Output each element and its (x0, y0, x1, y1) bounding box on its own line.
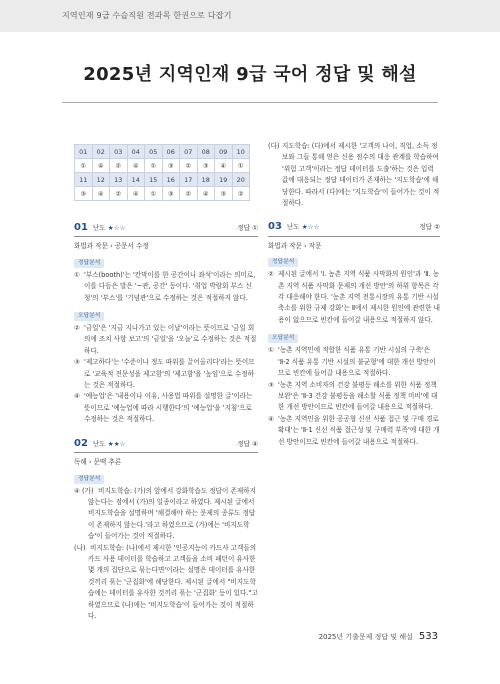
answer-cell: ③ (197, 159, 215, 173)
answer-cell: ③ (162, 159, 180, 173)
question-number: 15 (145, 173, 163, 187)
question-number: 11 (75, 173, 93, 187)
question-number: 08 (197, 145, 215, 159)
item-marker: ③ (74, 358, 80, 367)
answer-cell: ① (232, 159, 250, 173)
difficulty-label: 난도 (92, 224, 106, 232)
answer-cell: ③ (75, 187, 93, 201)
correct-analysis-badge: 정답분석 (74, 259, 104, 268)
item-text: 비지도학습: (가)의 앞에서 강화학습도 정답이 존재하지 않는다는 점에서 (가)의 일종이라고 하였다. 제시된 글에서 비지도학습을 설명하며 '해결해야 하는 문제의 종류도 정답이 존재하지 않는다.'라고 하였으므로 (가)에는 '비지도학습'이 들어가는 것이 적절하다. (88, 486, 256, 541)
answer-cell: ② (180, 187, 198, 201)
question-category: 화법과 작문 › 작문 (268, 241, 322, 250)
page-number: 533 (418, 631, 438, 642)
explanation-item (74, 543, 258, 623)
item-text: '예능업'은 '내용이나 이유, 사용법 따위를 설명한 글'이라는 뜻이므로 '예능업에 따라 시행한다'의 '예능업'을 '지침'으로 수정하는 것은 적절하다. (84, 392, 253, 424)
page-footer (0, 631, 438, 642)
question-number: 09 (215, 145, 233, 159)
item-marker: ④ (268, 414, 274, 423)
answer-label: 정답 ④ (237, 439, 258, 448)
answer-cell: ③ (215, 187, 233, 201)
explanation-item (268, 269, 440, 326)
answer-cell: ④ (197, 187, 215, 201)
question-01-header (74, 222, 258, 237)
item-text: '금일'은 '지금 지나가고 있는 이날'이라는 뜻이므로 '금일 회의에 조치 사항 보고'의 '금일'을 '오늘'로 수정하는 것은 적절하다. (84, 324, 257, 355)
answer-cell: ① (145, 187, 163, 201)
question-number: 05 (145, 145, 163, 159)
difficulty (93, 439, 126, 450)
answer-cell: ③ (162, 187, 180, 201)
answer-table-number-row (75, 173, 250, 187)
item-marker: (다) (268, 142, 280, 150)
question-number: 02 (92, 145, 110, 159)
item-text: '부스(booth)'는 '칸막이를 한 공간이나 좌석'이라는 의미로, 이를 다듬은 말은 '~관, 공간' 등이다. '취업 박람회 부스 신청'의 '부스'를 '기념관'으로 수정하는 것은 적절하지 않다. (84, 270, 256, 302)
difficulty (93, 223, 126, 234)
answer-cell: ④ (92, 159, 110, 173)
answer-cell: ④ (127, 159, 145, 173)
question-number: 03 (110, 145, 128, 159)
explanation-item (268, 345, 440, 379)
answer-cell: ② (232, 187, 250, 201)
question-number: 20 (232, 173, 250, 187)
answer-cell: ④ (92, 187, 110, 201)
answer-table-answer-row (75, 187, 250, 201)
running-header: 지역인재 9급 수습직원 전과목 한권으로 다잡기 (62, 11, 232, 20)
item-text: '제고하다'는 '수준이나 정도 따위를 끌어올리다'라는 뜻이므로 '교육적 전문성을 제고함'의 '제고함'을 '높임'으로 수정하는 것은 적절하다. (84, 358, 255, 390)
answer-cell: ② (110, 159, 128, 173)
item-text: 제시된 글에서 'Ⅰ. 농촌 지역 식품 사막화의 원인'과 'Ⅱ. 농촌 지역 식품 사막화 문제의 개선 방안'의 하위 항목은 각각 대응해야 한다. '농촌 지역 전통시장의 유통 기반 시설 축소를 위한 규제 강화'는 Ⅱ에서 제시한 원인에 관련한 내용이 없으므로 빈칸에 들어갈 내용으로 적절하지 않다. (278, 270, 440, 324)
item-marker: ② (268, 270, 274, 279)
explanation-item (74, 270, 258, 304)
question-number: 16 (162, 173, 180, 187)
answer-cell: ② (110, 187, 128, 201)
difficulty (287, 222, 320, 233)
correct-analysis-badge: 정답분석 (74, 475, 104, 484)
difficulty-stars: ★☆☆ (107, 224, 126, 232)
answer-label: 정답 ② (419, 223, 440, 232)
explanation-item (74, 391, 258, 425)
question-number: 03 (268, 221, 282, 233)
item-marker: ④ (가) (74, 486, 94, 495)
question-number: 06 (162, 145, 180, 159)
question-category: 화법과 작문 › 공문서 수정 (74, 242, 149, 251)
explanation-item (268, 414, 440, 448)
question-number: 13 (110, 173, 128, 187)
question-number: 02 (74, 437, 88, 449)
running-header-bar (0, 0, 500, 32)
question-number: 04 (127, 145, 145, 159)
item-marker: (나) (74, 543, 86, 552)
title-divider (62, 102, 438, 103)
difficulty-label: 난도 (92, 439, 106, 448)
answer-table-number-row (75, 145, 250, 159)
question-number: 19 (215, 173, 233, 187)
explanation-item (74, 323, 258, 357)
explanation-item (268, 380, 440, 414)
question-02-header (74, 438, 258, 453)
answer-cell: ④ (127, 187, 145, 201)
explanation-item (268, 141, 440, 209)
item-marker: ② (74, 324, 80, 333)
item-text: '농촌 지역 소비자의 건강 불평등 해소를 위한 식품 정책 보완'은 'Ⅱ-3 건강 불평등을 해소할 식품 정책 미비'에 대한 개선 방안이므로 빈칸에 들어갈 내용으로 적절하다. (278, 380, 438, 412)
question-number: 01 (75, 145, 93, 159)
item-marker: ④ (74, 392, 80, 401)
item-marker: ① (268, 346, 274, 355)
answer-cell: ① (145, 159, 163, 173)
item-text: '농촌 지역민에 적합한 식품 유통 기반 시설의 구축'은 'Ⅱ-2 식품 유통 기반 시설의 불균형'에 대한 개선 방안이므로 빈칸에 들어갈 내용으로 적절하다. (278, 346, 436, 378)
footer-text: 2025년 기출문제 정답 및 해설 (318, 633, 413, 641)
item-text: 비지도학습: (나)에서 제시한 '인공지능이 카드사 고객들의 카드 사용 데이터를 학습하고 고객들을 소비 패턴이 유사한 몇 개의 집단으로 묶는다면'이라는 설명은 데이터를 유사한 것끼리 묶는 '군집화'에 해당한다. 제시된 글에서 "비지도학습에는 데이터를 유사한 것끼리 묶는 '군집화' 등이 있다."고 하였으므로 (나)에는 '비지도학습'이 들어가는 것이 적절하다. (88, 543, 258, 620)
page-title: 2025년 지역인재 9급 국어 정답 및 해설 (83, 64, 417, 85)
question-number: 10 (232, 145, 250, 159)
item-text: '농촌 지역민을 위한 공공형 신선 식품 접근 및 구매 경로 확대'는 'Ⅱ-1 신선 식품 접근성 및 구매력 부족'에 대한 개선 방안이므로 빈칸에 들어갈 내용으로 적절하다. (278, 414, 440, 446)
question-03-header (268, 221, 440, 236)
answer-cell: ④ (215, 159, 233, 173)
explanation-item (74, 486, 258, 543)
question-number: 17 (180, 173, 198, 187)
answer-table (74, 144, 250, 201)
item-marker: ③ (268, 380, 274, 389)
left-column (74, 222, 258, 622)
answer-label: 정답 ① (237, 224, 258, 232)
answer-cell: ① (75, 159, 93, 173)
question-number: 07 (180, 145, 198, 159)
item-text: 지도학습: (다)에서 제시한 '고객의 나이, 직업, 소득 정보와 그들 통해 얻은 신용 점수의 대응 관계를 학습하여 '위험 고객'이라는 정답 데이터를 도출'하는 것은 입력값에 대응되는 정답 데이터가 존재하는 '지도학습'에 해당한다. 따라서 (다)에는 '지도학습'이 들어가는 것이 적절하다. (282, 142, 440, 208)
question-number: 01 (74, 222, 88, 233)
question-number: 18 (197, 173, 215, 187)
question-number: 12 (92, 173, 110, 187)
wrong-analysis-badge: 오답분석 (74, 312, 104, 321)
correct-analysis-badge: 정답분석 (268, 258, 298, 267)
item-marker: ① (74, 270, 80, 279)
question-number: 14 (127, 173, 145, 187)
wrong-analysis-badge: 오답분석 (268, 334, 298, 343)
right-column (268, 141, 440, 448)
difficulty-stars: ★☆☆ (301, 223, 320, 232)
difficulty-label: 난도 (286, 223, 300, 232)
question-category: 독해 › 문맥 추론 (74, 458, 122, 467)
answer-table-answer-row (75, 159, 250, 173)
explanation-item (74, 357, 258, 391)
difficulty-stars: ★★☆ (107, 439, 126, 448)
answer-cell: ② (180, 159, 198, 173)
